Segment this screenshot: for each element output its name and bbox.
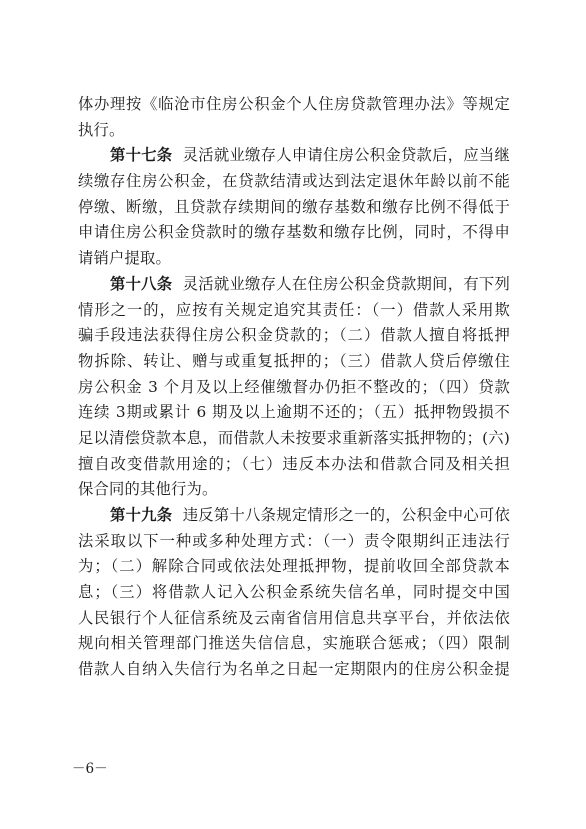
text-line: 连续 3期或累计 6 期及以上逾期不还的；（五）抵押物毁损不 <box>78 403 510 422</box>
text-line: 请销户提取。 <box>78 249 171 268</box>
text-line: 借款人自纳入失信行为名单之日起一定期限内的住房公积金提 <box>78 660 510 679</box>
text-line: 擅自改变借款用途的；（七）违反本办法和借款合同及相关担 <box>78 454 510 473</box>
document-page <box>78 92 510 683</box>
text-line: 规向相关管理部门推送失信信息，实施联合惩戒；（四）限制 <box>78 634 510 653</box>
text-line: 物拆除、转让、赠与或重复抵押的；（三）借款人贷后停缴住 <box>78 351 510 370</box>
text-line: 为；（二）解除合同或依法处理抵押物，提前收回全部贷款本 <box>78 557 510 576</box>
text-line: 执行。 <box>78 120 125 139</box>
text-line: 房公积金 3 个月及以上经催缴督办仍拒不整改的；（四）贷款 <box>78 377 510 396</box>
text-line: 足以清偿贷款本息，而借款人未按要求重新落实抵押物的；(六) <box>78 428 510 447</box>
text-line: 保合同的其他行为。 <box>78 480 218 499</box>
article-19-first-line <box>78 503 510 529</box>
text-line: 情形之一的，应按有关规定追究其责任：（一）借款人采用欺 <box>78 300 510 319</box>
text-line: 体办理按《临沧市住房公积金个人住房贷款管理办法》等规定 <box>78 95 510 113</box>
text-line: 续缴存住房公积金，在贷款结清或达到法定退休年龄以前不能 <box>78 172 510 191</box>
article-19-text: 违反第十八条规定情形之一的，公积金中心可依 <box>182 506 510 524</box>
article-19-heading: 第十九条 <box>110 506 173 524</box>
article-18-text: 灵活就业缴存人在住房公积金贷款期间，有下列 <box>182 274 510 293</box>
text-line: 停缴、断缴，且贷款存续期间的缴存基数和缴存比例不得低于 <box>78 197 510 216</box>
article-17-text: 灵活就业缴存人申请住房公积金贷款后，应当继 <box>182 146 510 165</box>
page-number: －6－ <box>72 761 108 777</box>
text-line: 申请住房公积金贷款时的缴存基数和缴存比例，同时，不得申 <box>78 223 510 242</box>
article-17-first-line <box>78 143 510 169</box>
article-18-heading: 第十八条 <box>110 274 173 293</box>
text-line: 法采取以下一种或多种处理方式：（一）责令限期纠正违法行 <box>78 531 510 550</box>
article-18-first-line <box>78 272 510 298</box>
text-line: 息；（三）将借款人记入公积金系统失信名单，同时提交中国 <box>78 583 510 602</box>
text-line: 人民银行个人征信系统及云南省信用信息共享平台，并依法依 <box>78 608 510 627</box>
text-line: 骗手段违法获得住房公积金贷款的；（二）借款人擅自将抵押 <box>78 326 510 345</box>
article-17-heading: 第十七条 <box>110 146 173 165</box>
